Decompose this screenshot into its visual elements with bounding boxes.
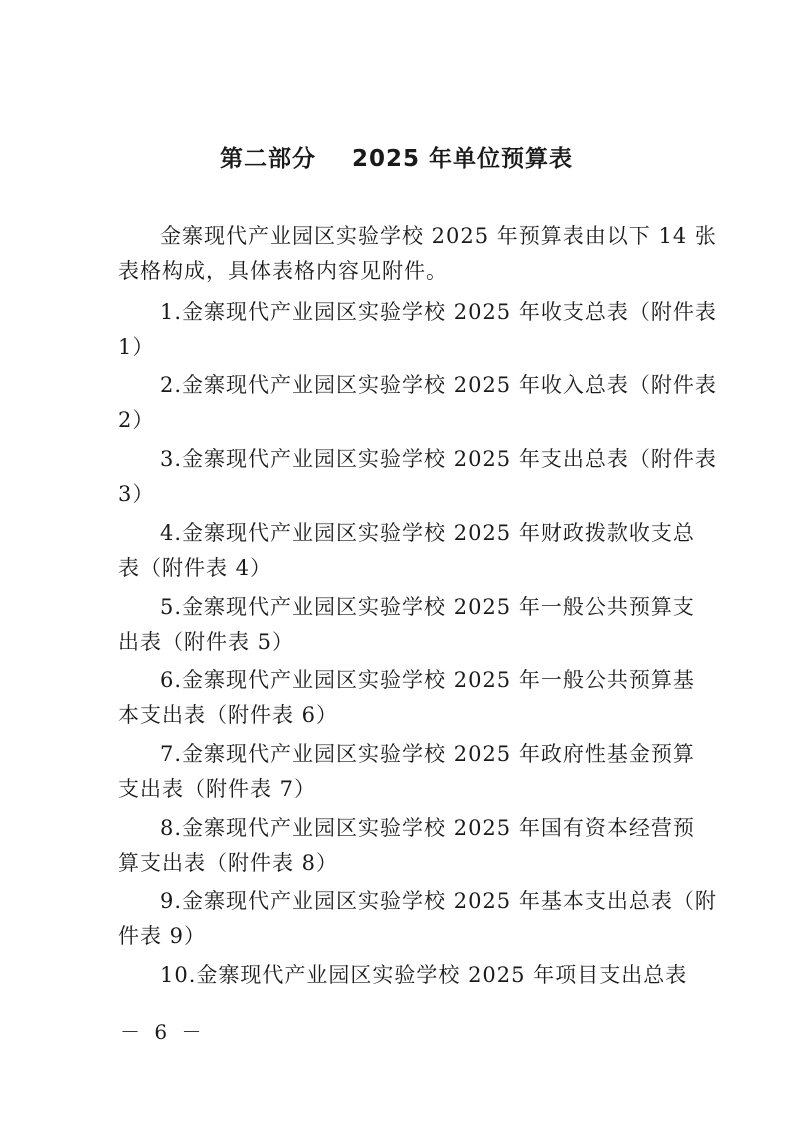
- section-title: 第二部分 2025 年单位预算表: [219, 146, 574, 172]
- list-item-1-line-2: 1）: [118, 335, 155, 359]
- list-item-3-line-2: 3）: [118, 482, 155, 506]
- list-item-6-line-1: 6.金寨现代产业园区实验学校 2025 年一般公共预算基: [160, 668, 695, 692]
- list-item-4-line-1: 4.金寨现代产业园区实验学校 2025 年财政拨款收支总: [160, 521, 695, 545]
- list-item-9-line-2: 件表 9）: [118, 924, 207, 948]
- list-item-2-line-1: 2.金寨现代产业园区实验学校 2025 年收入总表（附件表: [160, 373, 717, 397]
- list-item-4-line-2: 表（附件表 4）: [118, 556, 273, 580]
- list-item-7-line-2: 支出表（附件表 7）: [118, 777, 317, 801]
- list-item-10-line-1: 10.金寨现代产业园区实验学校 2025 年项目支出总表: [160, 963, 688, 987]
- list-item-8-line-1: 8.金寨现代产业园区实验学校 2025 年国有资本经营预: [160, 816, 695, 840]
- intro-line-2: 表格构成，具体表格内容见附件。: [118, 259, 448, 283]
- list-item-9-line-1: 9.金寨现代产业园区实验学校 2025 年基本支出总表（附: [160, 889, 717, 913]
- list-item-1-line-1: 1.金寨现代产业园区实验学校 2025 年收支总表（附件表: [160, 300, 717, 324]
- page-number: － 6 －: [120, 1020, 206, 1044]
- list-item-5-line-1: 5.金寨现代产业园区实验学校 2025 年一般公共预算支: [160, 595, 695, 619]
- list-item-6-line-2: 本支出表（附件表 6）: [118, 703, 339, 727]
- list-item-3-line-1: 3.金寨现代产业园区实验学校 2025 年支出总表（附件表: [160, 447, 717, 471]
- list-item-8-line-2: 算支出表（附件表 8）: [118, 851, 339, 875]
- list-item-2-line-2: 2）: [118, 408, 155, 432]
- list-item-7-line-1: 7.金寨现代产业园区实验学校 2025 年政府性基金预算: [160, 742, 695, 766]
- intro-line-1: 金寨现代产业园区实验学校 2025 年预算表由以下 14 张: [160, 224, 717, 248]
- list-item-5-line-2: 出表（附件表 5）: [118, 630, 295, 654]
